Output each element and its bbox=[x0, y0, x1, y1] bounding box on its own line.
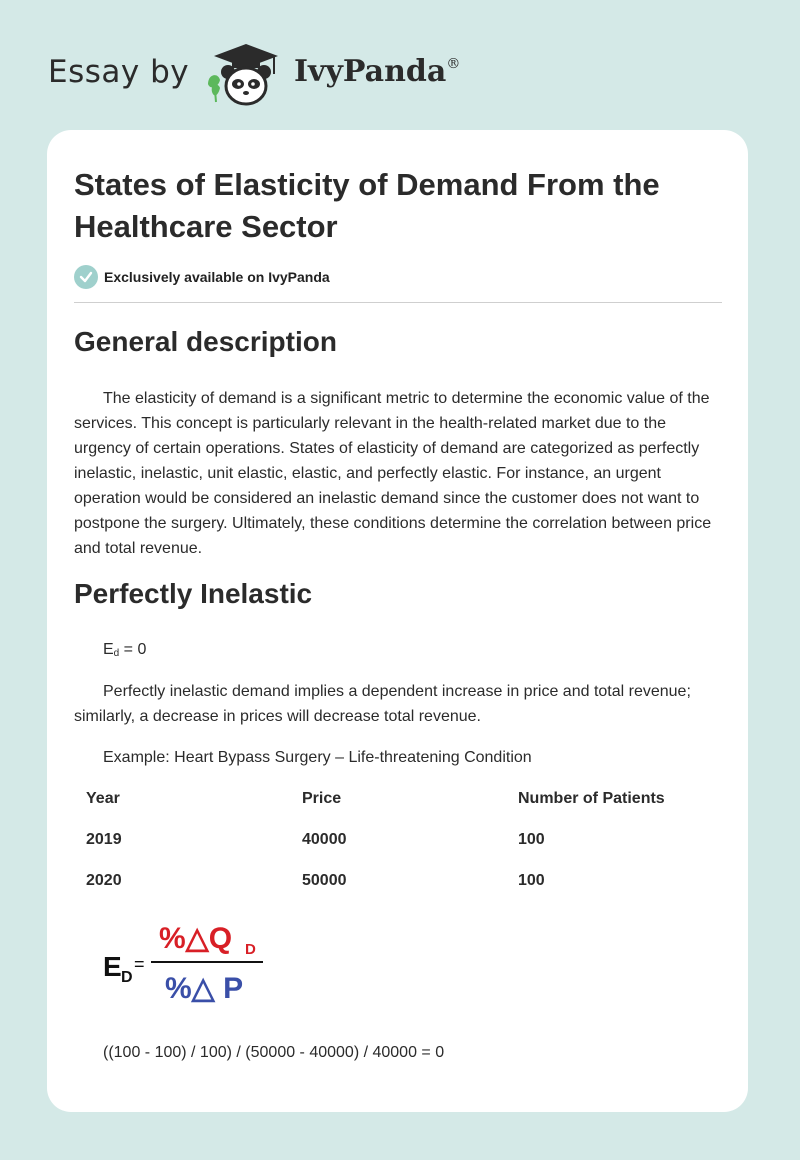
table-row bbox=[74, 860, 724, 901]
table-header-row bbox=[74, 778, 724, 819]
general-description-paragraph: The elasticity of demand is a significant metric to determine the economic value of the services. This concept is particularly relevant in the health-related market due to the urgency of certain operations. States of elasticity of demand are categorized as perfectly inelastic, inelastic, unit elastic, elastic, and perfectly elastic. For instance, an urgent operation would be considered an inelastic demand since the customer does not want to postpone the surgery. Ultimately, these conditions determine the correlation between price and total revenue. bbox=[74, 390, 712, 557]
formula-lhs: E bbox=[103, 951, 122, 982]
table-cell: 100 bbox=[518, 871, 545, 889]
example-line: Example: Heart Bypass Surgery – Life-threatening Condition bbox=[103, 749, 532, 766]
table-row bbox=[74, 819, 724, 860]
formula-denominator: %△ P bbox=[165, 972, 244, 1005]
check-icon bbox=[74, 265, 98, 289]
formula-numerator-sub: D bbox=[245, 941, 256, 958]
essay-by-label: Essay by bbox=[48, 54, 190, 90]
essay-card bbox=[47, 130, 748, 1112]
formula-lhs-sub: D bbox=[121, 969, 133, 986]
divider bbox=[74, 302, 722, 303]
site-header bbox=[48, 40, 648, 110]
table-cell: 2019 bbox=[86, 830, 122, 848]
page-title: States of Elasticity of Demand From the Healthcare Sector bbox=[74, 167, 660, 244]
formula-equals: = bbox=[134, 954, 145, 974]
panda-logo-icon[interactable] bbox=[204, 40, 284, 108]
exclusive-badge-text: Exclusively available on IvyPanda bbox=[104, 269, 330, 285]
registered-mark: ® bbox=[446, 56, 461, 72]
calculation-line: ((100 - 100) / 100) / (50000 - 40000) / 40000 = 0 bbox=[103, 1044, 445, 1061]
table-cell: 50000 bbox=[302, 871, 347, 889]
table-header-cell: Number of Patients bbox=[518, 789, 665, 807]
table-header-cell: Year bbox=[86, 789, 120, 807]
elasticity-formula-image bbox=[101, 918, 301, 1008]
table-cell: 2020 bbox=[86, 871, 122, 889]
table-header-cell: Price bbox=[302, 789, 342, 807]
formula-numerator: %△Q bbox=[159, 922, 233, 955]
patients-table bbox=[74, 778, 724, 901]
table-cell: 100 bbox=[518, 830, 545, 848]
brand-name[interactable]: IvyPanda® bbox=[294, 54, 461, 89]
exclusive-badge bbox=[74, 264, 330, 290]
section-heading-perfectly-inelastic: Perfectly Inelastic bbox=[74, 578, 313, 609]
elasticity-value: Ed = 0 bbox=[103, 641, 147, 659]
table-cell: 40000 bbox=[302, 830, 347, 848]
perfectly-inelastic-paragraph: Perfectly inelastic demand implies a dependent increase in price and total revenue; similarly, a decrease in prices will decrease total revenue. bbox=[74, 683, 691, 725]
section-heading-general: General description bbox=[74, 326, 337, 357]
